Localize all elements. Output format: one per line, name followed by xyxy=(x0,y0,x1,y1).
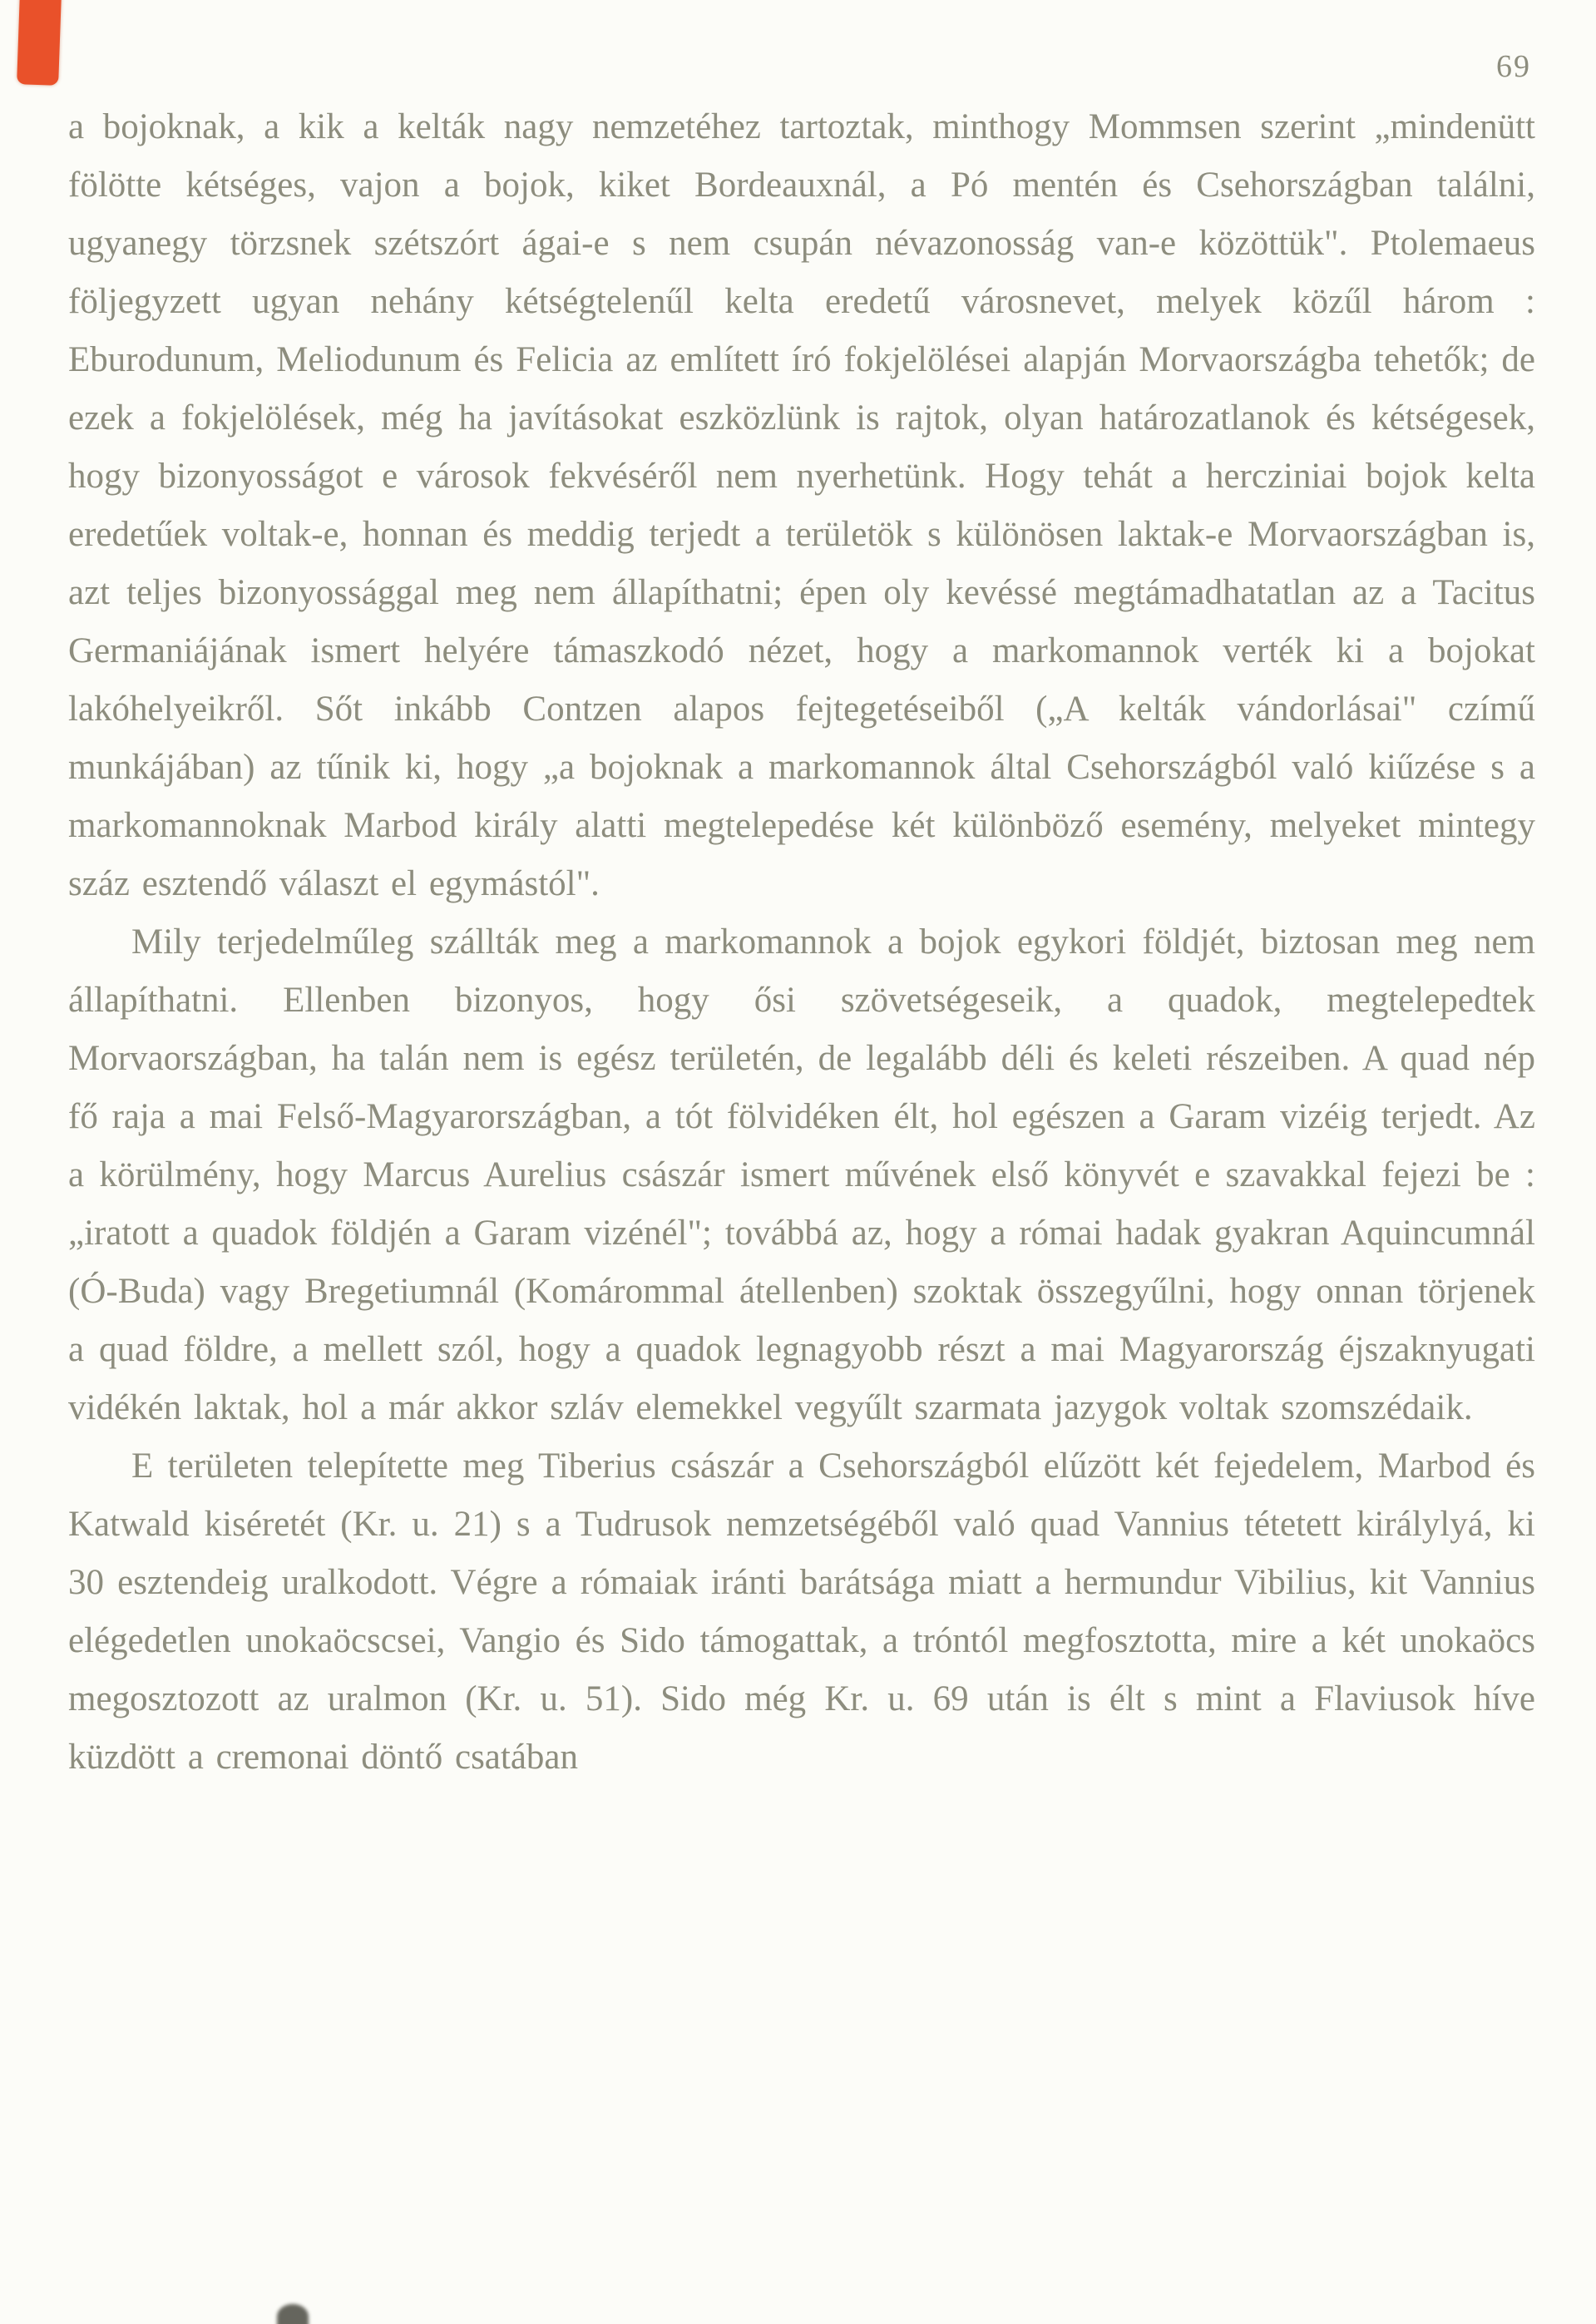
paragraph: Mily terjedelműleg szállták meg a markomannok a bojok egykori földjét, biztosan meg nem állapíthatni. Ellenben bizonyos, hogy ősi szövetségeseik, a quadok, megtelepedtek Morvaországban, ha talán nem is egész területén, de legalább déli és keleti részeiben. A quad nép fő raja a mai Felső-Magyarországban, a tót fölvidéken élt, hol egészen a Garam vizéig terjedt. Az a körülmény, hogy Marcus Aurelius császár ismert művének első könyvét e szavakkal fejezi be : „iratott a quadok földjén a Garam vizénél"; továbbá az, hogy a római hadak gyakran Aquincumnál (Ó-Buda) vagy Bregetiumnál (Komárommal átellenben) szoktak összegyűlni, hogy onnan törjenek a quad földre, a mellett szól, hogy a quadok legnagyobb részt a mai Magyarország éjszaknyugati vidékén laktak, hol a már akkor szláv elemekkel vegyűlt szarmata jazygok voltak szomszédaik. xyxy=(68,922,1535,1427)
ink-smudge xyxy=(277,2304,309,2324)
paragraph: E területen telepítette meg Tiberius császár a Csehországból elűzött két fejedelem, Marbod és Katwald kiséretét (Kr. u. 21) s a Tudrusok nemzetségéből való quad Vannius tétetett királylyá, ki 30 esztendeig uralkodott. Végre a rómaiak iránti barátsága miatt a hermundur Vibilius, kit Vannius elégedetlen unokaöcscsei, Vangio és Sido támogattak, a tróntól megfosztotta, mire a két unokaöcs megosztozott az uralmon (Kr. u. 51). Sido még Kr. u. 69 után is élt s mint a Flaviusok híve küzdött a cremonai döntő csatában xyxy=(68,1446,1535,1777)
body-text xyxy=(68,98,1535,1787)
paragraph: a bojoknak, a kik a kelták nagy nemzetéhez tartoztak, minthogy Mommsen szerint „mindenütt fölötte kétséges, vajon a bojok, kiket Bordeauxnál, a Pó mentén és Csehországban találni, ugyanegy törzsnek szétszórt ágai-e s nem csupán névazonosság van-e közöttük". Ptolemaeus följegyzett ugyan nehány kétségtelenűl kelta eredetű városnevet, melyek közűl három : Eburodunum, Meliodunum és Felicia az említett író fokjelölései alapján Morvaországba tehetők; de ezek a fokjelölések, még ha javításokat eszközlünk is rajtok, olyan határozatlanok és kétségesek, hogy bizonyosságot e városok fekvéséről nem nyerhetünk. Hogy tehát a hercziniai bojok kelta eredetűek voltak-e, honnan és meddig terjedt a területök s különösen laktak-e Morvaországban is, azt teljes bizonyossággal meg nem állapíthatni; épen oly kevéssé megtámadhatatlan az a Tacitus Germaniájának ismert helyére támaszkodó nézet, hogy a markomannok verték ki a bojokat lakóhelyeikről. Sőt inkább Contzen alapos fejtegetéseiből („A kelták vándorlásai" czímű munkájában) az tűnik ki, hogy „a bojoknak a markomannok által Csehországból való kiűzése s a markomannoknak Marbod király alatti megtelepedése két különböző esemény, melyeket mintegy száz esztendő választ el egymástól". xyxy=(68,107,1535,903)
red-bookmark-mark xyxy=(17,0,62,86)
page-number: 69 xyxy=(1496,49,1531,84)
